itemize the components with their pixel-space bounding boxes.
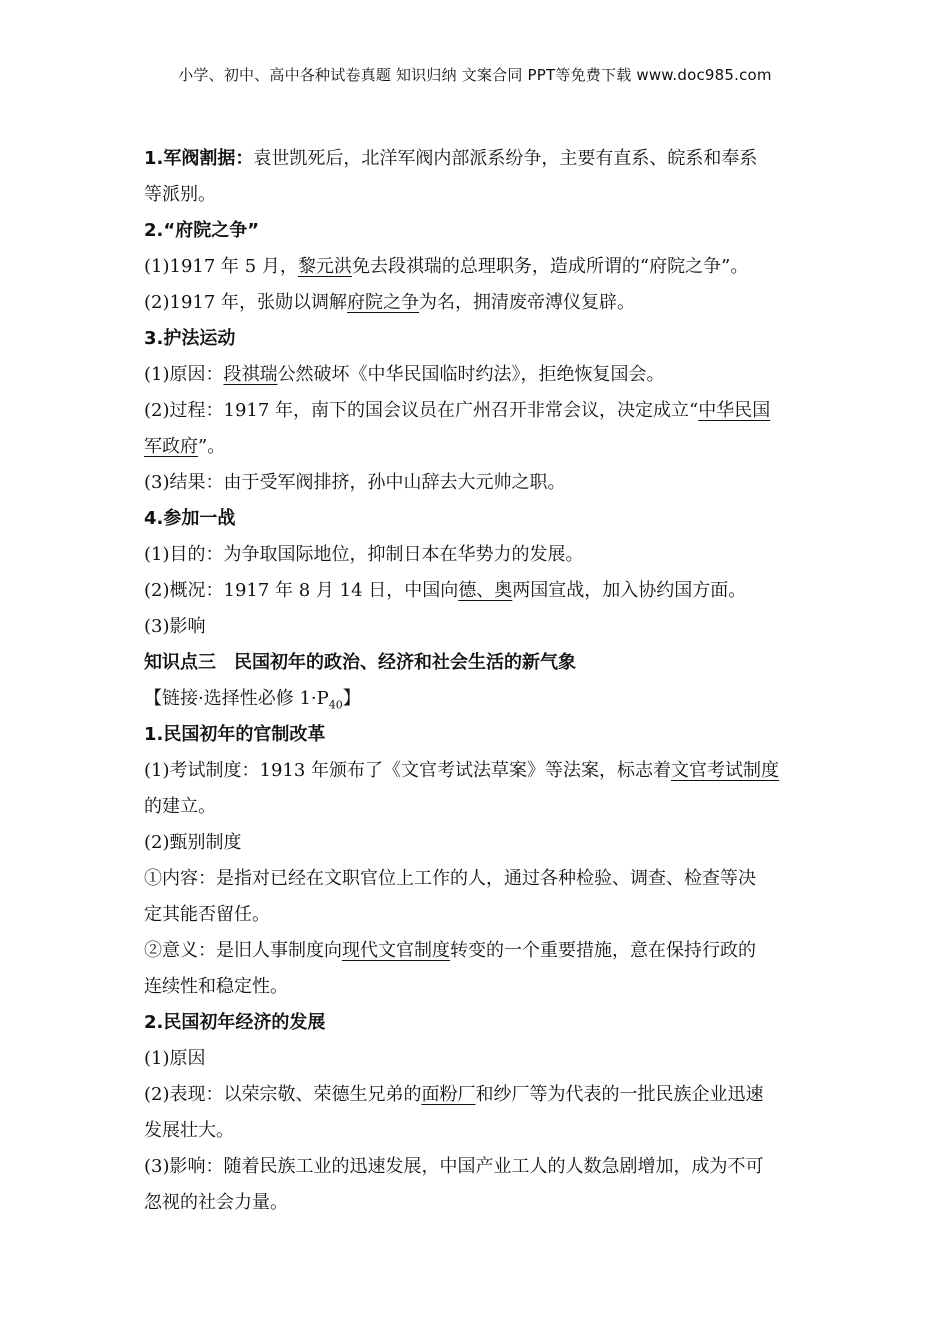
line-4	[144, 249, 812, 285]
text: 公然破坏《中华民国临时约法》，拒绝恢复国会。	[277, 364, 665, 385]
answer-underline: 中华民国	[698, 400, 771, 421]
page-subscript: 40	[328, 698, 343, 712]
heading-ww1: 4.参加一战	[144, 508, 236, 529]
heading-warlord: 1.军阀割据：	[144, 148, 254, 169]
line-12: (1)目的：为争取国际地位，抑制日本在华势力的发展。	[144, 544, 584, 565]
text: (1)1917 年 5 月，	[144, 256, 298, 277]
text: 袁世凯死后，北洋军阀内部派系纷争，主要有直系、皖系和奉系	[253, 148, 758, 169]
text: ②意义：是旧人事制度向	[144, 940, 342, 961]
answer-underline: 面粉厂	[421, 1084, 476, 1105]
line-20: (2)甄别制度	[144, 832, 242, 853]
text: 】	[342, 688, 361, 709]
text: (1)考试制度：1913 年颁布了《文官考试法草案》等法案，标志着	[144, 760, 672, 781]
line-8	[144, 393, 812, 429]
text: 免去段祺瑞的总理职务，造成所谓的“府院之争”。	[351, 256, 749, 277]
text: 【链接·选择性必修 1·P	[144, 688, 329, 709]
text: (2)概况：1917 年 8 月 14 日，中国向	[144, 580, 459, 601]
textbook-link	[144, 681, 812, 717]
page-header-banner: 小学、初中、高中各种试卷真题 知识归纳 文案合同 PPT等免费下载 www.doc985.com	[178, 66, 772, 84]
section-title-knowledge-3: 知识点三 民国初年的政治、经济和社会生活的新气象	[144, 652, 576, 673]
line-10: (3)结果：由于受军阀排挤，孙中山辞去大元帅之职。	[144, 472, 566, 493]
line-27	[144, 1077, 812, 1113]
line-9	[144, 429, 812, 465]
line-18	[144, 753, 812, 789]
heading-economy: 2.民国初年经济的发展	[144, 1012, 326, 1033]
line-13	[144, 573, 812, 609]
answer-underline: 德、奥	[458, 580, 513, 601]
text: 和纱厂等为代表的一批民族企业迅速	[475, 1084, 764, 1105]
answer-underline: 府院之争	[347, 292, 420, 313]
text: (2)过程：1917 年，南下的国会议员在广州召开非常会议，决定成立“	[144, 400, 699, 421]
line-22: 定其能否留任。	[144, 904, 270, 925]
line-24: 连续性和稳定性。	[144, 976, 288, 997]
heading-fuyuan: 2.“府院之争”	[144, 220, 260, 241]
text: 两国宣战，加入协约国方面。	[512, 580, 747, 601]
heading-protect-law: 3.护法运动	[144, 328, 236, 349]
line-1	[144, 141, 812, 177]
line-28: 发展壮大。	[144, 1120, 234, 1141]
answer-underline: 文官考试制度	[671, 760, 780, 781]
text: (2)1917 年，张勋以调解	[144, 292, 348, 313]
answer-underline: 军政府	[144, 436, 198, 457]
heading-officials-reform: 1.民国初年的官制改革	[144, 724, 326, 745]
line-7	[144, 357, 812, 393]
line-30: 忽视的社会力量。	[144, 1192, 288, 1213]
line-29: (3)影响：随着民族工业的迅速发展，中国产业工人的人数急剧增加，成为不可	[144, 1156, 764, 1177]
text: (1)原因：	[144, 364, 224, 385]
line-19: 的建立。	[144, 796, 216, 817]
text: (2)表现：以荣宗敬、荣德生兄弟的	[144, 1084, 422, 1105]
document-body	[144, 141, 812, 1221]
text: 为名，拥清废帝溥仪复辟。	[419, 292, 636, 313]
text: ”。	[198, 436, 226, 457]
line-2: 等派别。	[144, 184, 216, 205]
line-23	[144, 933, 812, 969]
answer-underline: 现代文官制度	[342, 940, 450, 961]
answer-underline: 黎元洪	[297, 256, 352, 277]
line-21: ①内容：是指对已经在文职官位上工作的人，通过各种检验、调查、检查等决	[144, 868, 756, 889]
line-26: (1)原因	[144, 1048, 206, 1069]
line-5	[144, 285, 812, 321]
answer-underline: 段祺瑞	[223, 364, 278, 385]
text: 转变的一个重要措施，意在保持行政的	[450, 940, 756, 961]
line-14: (3)影响	[144, 616, 206, 637]
